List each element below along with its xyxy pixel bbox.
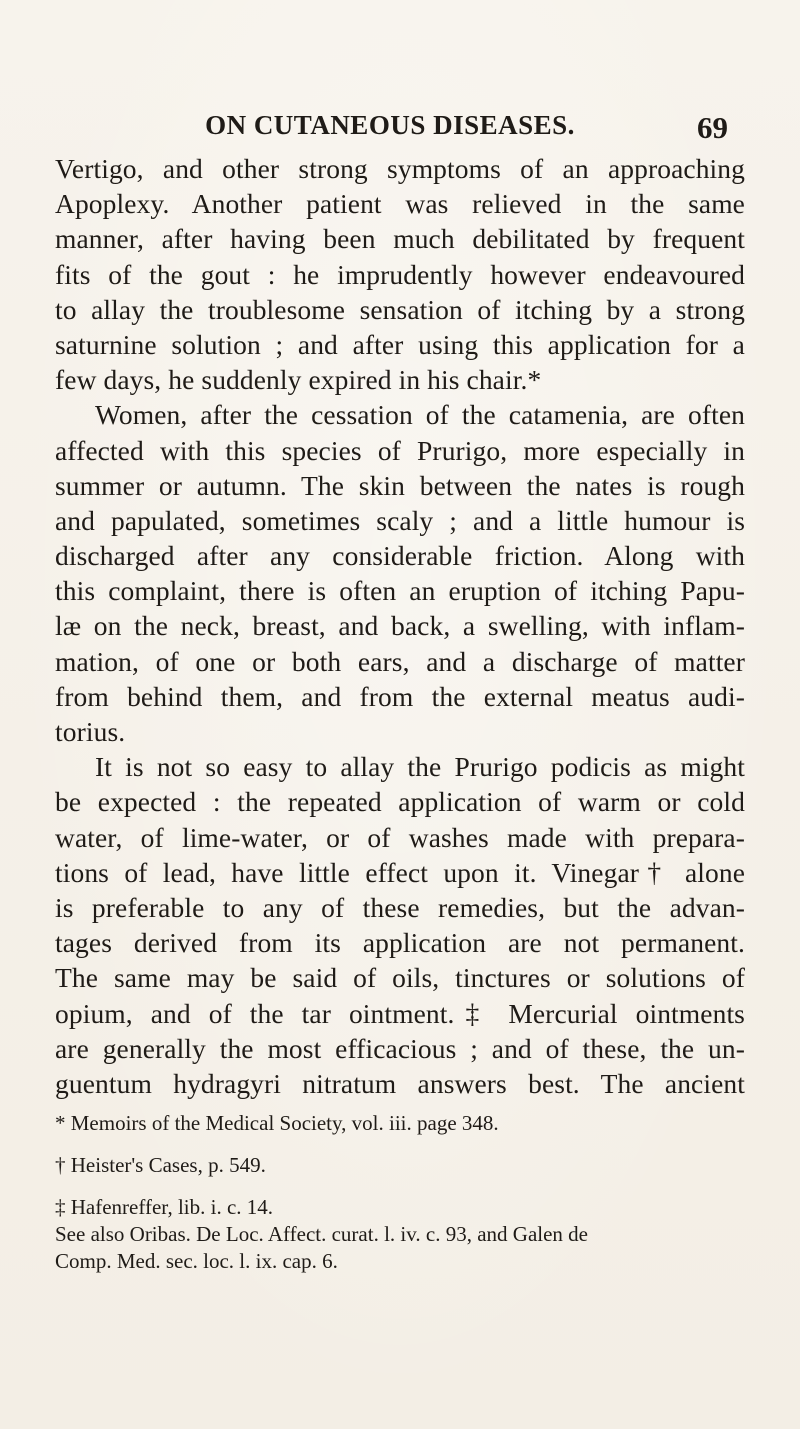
body-line: mation, of one or both ears, and a discharge of matter <box>55 645 745 677</box>
body-text <box>55 151 745 1101</box>
body-line: Apoplexy. Another patient was relieved in the same <box>55 188 745 220</box>
body-line: is preferable to any of these remedies, but the advan- <box>55 891 745 923</box>
footnotes <box>55 1110 745 1275</box>
body-line: It is not so easy to allay the Prurigo podicis as might <box>95 751 745 783</box>
body-line: few days, he suddenly expired in his chair.* <box>55 364 542 396</box>
body-line: Women, after the cessation of the catamenia, are often <box>95 399 745 431</box>
body-line: to allay the troublesome sensation of itching by a strong <box>55 293 745 325</box>
body-line: opium, and of the tar ointment.‡ Mercurial ointments <box>55 997 745 1029</box>
body-line: discharged after any considerable friction. Along with <box>55 540 745 572</box>
body-line: water, of lime-water, or of washes made with prepara- <box>55 821 745 853</box>
footnote-hafenreffer: ‡ Hafenreffer, lib. i. c. 14. <box>55 1195 274 1219</box>
footnote-galen-line: Comp. Med. sec. loc. l. ix. cap. 6. <box>55 1249 338 1273</box>
body-line: affected with this species of Prurigo, more especially in <box>55 434 745 466</box>
footnote-oribas-line: See also Oribas. De Loc. Affect. curat. l. iv. c. 93, and Galen de <box>55 1222 588 1246</box>
body-line: torius. <box>55 716 126 747</box>
body-line: læ on the neck, breast, and back, a swelling, with inflam- <box>55 610 745 642</box>
body-line: saturnine solution ; and after using this application for a <box>55 328 745 360</box>
body-line: tages derived from its application are not permanent. <box>55 927 745 959</box>
body-line: tions of lead, have little effect upon it. Vinegar† alone <box>55 856 745 888</box>
page-number: 69 <box>697 110 728 145</box>
body-line: The same may be said of oils, tinctures or solutions of <box>55 962 745 994</box>
body-line: fits of the gout : he imprudently however endeavoured <box>55 258 745 290</box>
footnote-heister: † Heister's Cases, p. 549. <box>55 1153 266 1177</box>
body-line: from behind them, and from the external meatus audi- <box>55 680 745 712</box>
running-head <box>0 110 800 150</box>
body-line: Vertigo, and other strong symptoms of an approaching <box>55 153 745 184</box>
footnote-memoirs: * Memoirs of the Medical Society, vol. iii. page 348. <box>55 1111 499 1135</box>
body-line: this complaint, there is often an eruption of itching Papu- <box>55 575 745 607</box>
body-line: guentum hydragyri nitratum answers best. The ancient <box>55 1067 745 1099</box>
body-line: are generally the most efficacious ; and of these, the un- <box>55 1032 745 1064</box>
running-head-title: ON CUTANEOUS DISEASES. <box>205 110 575 140</box>
body-line: and papulated, sometimes scaly ; and a little humour is <box>55 504 745 536</box>
body-line: be expected : the repeated application of warm or cold <box>55 786 745 818</box>
body-line: manner, after having been much debilitated by frequent <box>55 223 745 255</box>
body-line: summer or autumn. The skin between the nates is rough <box>55 469 745 501</box>
